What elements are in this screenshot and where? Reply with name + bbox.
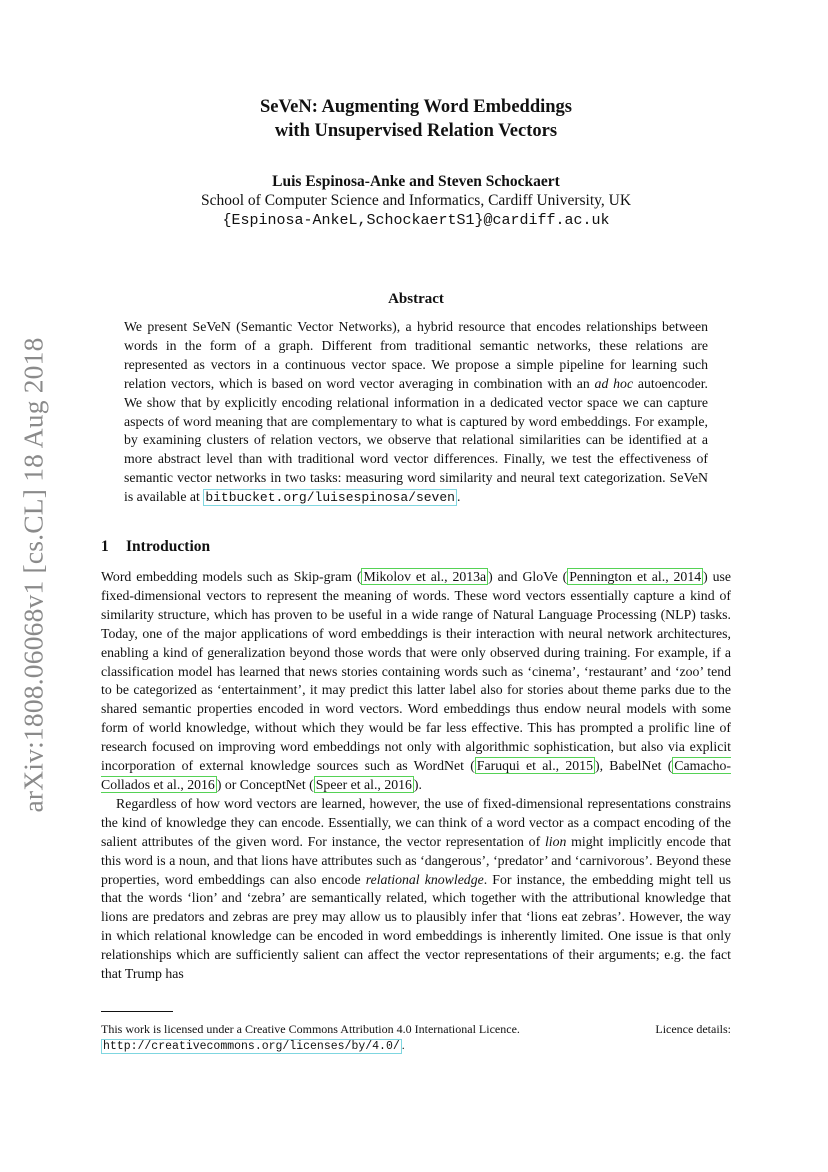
authors: Luis Espinosa-Anke and Steven Schockaert [272, 173, 560, 190]
p1-text: ) or ConceptNet ( [216, 776, 314, 792]
title-line-1: SeVeN: Augmenting Word Embeddings [260, 97, 572, 117]
abstract-heading: Abstract [388, 291, 444, 307]
footnote-end: . [401, 1038, 405, 1052]
citation-pennington[interactable]: Pennington et al., 2014 [569, 569, 702, 584]
section-title: Introduction [126, 538, 211, 555]
license-link[interactable]: http://creativecommons.org/licenses/by/4.0/ [103, 1040, 400, 1053]
p1-text: Word embedding models such as Skip-gram ( [101, 569, 362, 584]
abstract-text-end: . [456, 489, 461, 505]
p2-text: might implicitly encode that this word is a noun, and that lions have attributes such as ‘dangerous’, ‘predator’ and ‘carnivorous’. Beyond these properties, word embeddings can also encode [101, 833, 732, 887]
p1-text: ) and GloVe ( [488, 569, 568, 584]
citation-mikolov[interactable]: Mikolov et al., 2013a [363, 569, 487, 584]
section-heading [101, 537, 731, 557]
introduction-body [101, 568, 731, 984]
p2-text: . For instance, the embedding might tell us that the words ‘lion’ and ‘zebra’ are semantically related, which together with the attributional knowledge that lions are predators and zebras are prey may allow us to plausibly infer that ‘lions eat zebras’. However, the way in which relational knowledge can be encoded in word embeddings is inherently limited. One issue is that only relationships which are sufficiently salient can affect the vector representations of their arguments; e.g. the fact that Trump has [101, 871, 731, 982]
abstract-repo-link[interactable]: bitbucket.org/luisespinosa/seven [205, 490, 455, 506]
footnote-line-1 [101, 1021, 731, 1037]
arxiv-stamp-text: arXiv:1808.06068v1 [cs.CL] 18 Aug 2018 [18, 337, 49, 813]
author-email: {Espinosa-AnkeL,SchockaertS1}@cardiff.ac.uk [222, 212, 610, 229]
citation-camacho-collados[interactable]: Camacho-Collados et al., 2016 [101, 758, 731, 792]
p2-text: Regardless of how word vectors are learned, however, the use of fixed-dimensional representations constrains the kind of knowledge they can encode. Essentially, we can think of a word vector as a compact encoding of the salient attributes of the given word. For instance, the vector representation of [101, 795, 731, 849]
p2-italic-lion: lion [544, 833, 567, 849]
citation-speer[interactable]: Speer et al., 2016 [315, 776, 412, 792]
paragraph-2 [101, 795, 731, 984]
citation-faruqui[interactable]: Faruqui et al., 2015 [476, 758, 593, 774]
p2-italic-relational-knowledge: relational knowledge [365, 871, 484, 887]
footnote [101, 1021, 731, 1055]
p1-text: ) use fixed-dimensional vectors to represent the meaning of words. These word vectors essentially capture a kind of similarity structure, which has proven to be useful in a wide range of Natural Language Processing (NLP) tasks. Today, one of the major applications of word embeddings is their interaction with neural network architectures, enabling a kind of generalization beyond those words that were only observed during training. For example, if a classification model has learned that news stories containing words such as ‘cinema’, ‘restaurant’ and ‘zoo’ tend to be categorized as ‘entertainment’, it may predict this latter label also for stories about theme parks due to the shared semantic properties encoded in word vectors. Word embeddings thus endow neural models with some form of world knowledge, without which they would be far less effective. This has prompted a prolific line of research focused on improving word embeddings not only with algorithmic sophistication, but also via explicit incorporation of external knowledge sources such as WordNet ( [101, 569, 732, 774]
abstract-italic: ad hoc [594, 375, 634, 391]
abstract-text-2: autoencoder. We show that by explicitly encoding relational information in a dedicated vector space we can capture aspects of word meaning that are complementary to what is captured by word embeddings. For example, by examining clusters of relation vectors, we observe that relational similarities can be identified at a more abstract level than with traditional word vector differences. Finally, we test the effectiveness of semantic vector networks in two tasks: measuring word similarity and neural text categorization. SeVeN is available at [124, 375, 708, 505]
footnote-line-2 [101, 1037, 731, 1055]
affiliation: School of Computer Science and Informatics, Cardiff University, UK [200, 192, 632, 209]
footnote-license-text: This work is licensed under a Creative Commons Attribution 4.0 International Licence. [101, 1022, 520, 1036]
footnote-rule [101, 1011, 173, 1012]
p1-text: ). [413, 776, 422, 792]
section-number: 1 [101, 538, 109, 555]
arxiv-stamp [12, 325, 56, 825]
paragraph-1 [101, 568, 731, 795]
paper-title [101, 95, 731, 143]
abstract-text-1: We present SeVeN (Semantic Vector Networks), a hybrid resource that encodes relationships between words in the form of a graph. Different from traditional semantic networks, these relations are represented as vectors in a continuous vector space. We propose a simple pipeline for learning such relation vectors, which is based on word vector averaging in combination with an [124, 319, 708, 391]
footnote-details-label: Licence details: [655, 1022, 731, 1036]
p1-text: ), BabelNet ( [594, 758, 673, 774]
abstract-body [124, 318, 708, 508]
title-line-2: with Unsupervised Relation Vectors [274, 121, 558, 141]
